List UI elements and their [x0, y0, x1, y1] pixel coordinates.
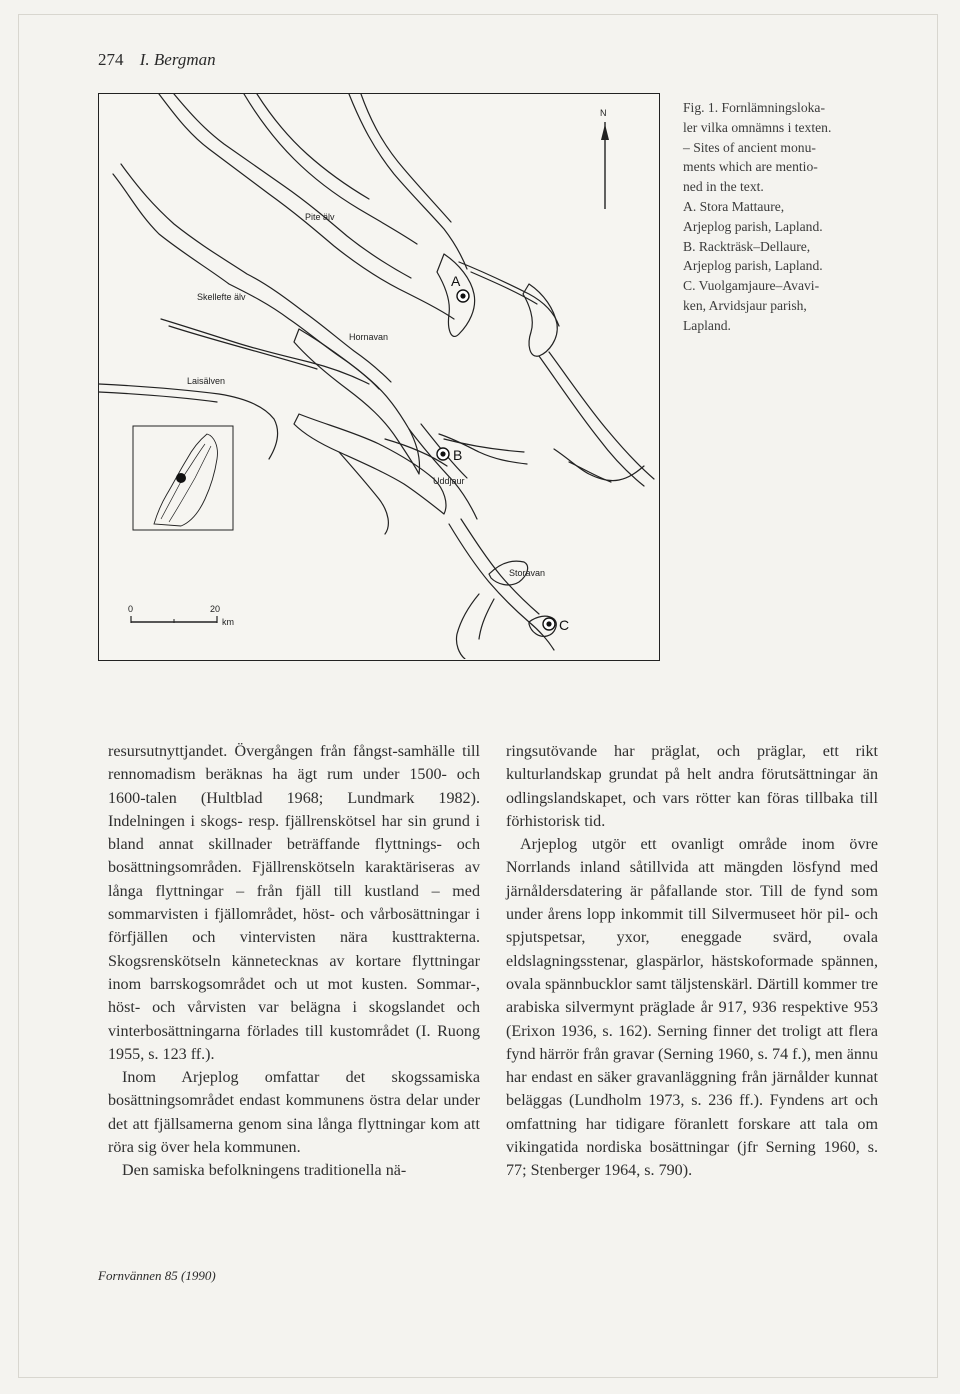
running-author: I. Bergman	[139, 50, 216, 69]
body-paragraph: resursutnyttjandet. Övergången från fångst-samhälle till rennomadism beräknas ha ägt rum under 1500- och 1600-talen (Hultblad 1968; Lundmark 1982). Indelningen i skogs- resp. fjällrenskötsel har sin grund i bland annat skillnader beträffande flyttnings- och bosättningsområden. Fjällrenskötseln karaktäriseras av långa flyttningar – från fjäll till kustland – med sommarvisten i fjällområdet, höst- och vårbosättningar i förfjällen och vintervisten nära kusttrakterna. Skogsrenskötseln kännetecknas av kortare flyttningar inom barrskogsområdet och ut mot kusten. Sommar-, höst- och vårvisten var belägna i skogslandet och vinterbosättningarna förlades till kustområdet (I. Ruong 1955, s. 123 ff.).	[108, 743, 480, 1063]
caption-line: Arjeplog parish, Lapland.	[683, 218, 823, 234]
page-header	[98, 50, 216, 70]
caption-line: ken, Arvidsjaur parish,	[683, 297, 807, 313]
caption-line: A. Stora Mattaure,	[683, 198, 785, 214]
body-column-left	[108, 740, 480, 1183]
site-label-b: B	[453, 447, 463, 463]
caption-line: Lapland.	[683, 317, 731, 333]
caption-line: B. Rackträsk–Dellaure,	[683, 238, 811, 254]
label-pite-alv: Pite älv	[305, 212, 335, 222]
site-label-c: C	[559, 617, 570, 633]
journal-footer: Fornvännen 85 (1990)	[98, 1268, 216, 1283]
inset-location-dot	[176, 473, 186, 483]
lake-uddjaur	[294, 414, 446, 514]
page-number: 274	[98, 50, 124, 69]
inset-map-outline	[154, 434, 217, 526]
caption-line: ments which are mentio-	[683, 159, 818, 175]
river-pite	[159, 94, 454, 319]
label-hornavan: Hornavan	[349, 332, 389, 342]
map-svg	[99, 94, 658, 659]
scale-bar	[128, 604, 234, 627]
river-skellefte	[113, 174, 379, 389]
north-label: N	[600, 108, 607, 118]
caption-line: ned in the text.	[683, 179, 764, 195]
figure-caption	[683, 98, 883, 336]
site-label-a: A	[451, 273, 461, 289]
body-paragraph: Den samiska befolkningens traditionella nä-	[122, 1162, 407, 1180]
north-arrow-icon	[601, 124, 609, 140]
lake-hornavan	[294, 329, 420, 474]
body-column-right	[506, 740, 878, 1183]
caption-line: ler vilka omnämns i texten.	[683, 119, 832, 135]
label-laisalven: Laisälven	[187, 376, 226, 386]
caption-line: Arjeplog parish, Lapland.	[683, 258, 823, 274]
body-paragraph: ringsutövande har präglat, och präglar, ett rikt kulturlandskap grundat på helt andra förutsättningar än odlingslandskapet, och vars rötter kan föras tillbaka till förhistorisk tid.	[506, 743, 878, 830]
scale-unit: km	[222, 617, 234, 627]
scale-twenty: 20	[210, 604, 221, 614]
lake-storavan	[449, 524, 554, 650]
map-figure	[98, 93, 660, 661]
caption-line: C. Vuolgamjaure–Avavi-	[683, 278, 820, 294]
body-paragraph: Inom Arjeplog omfattar det skogssamiska bosättningsområdet endast kommunens östra delar under det att fjällsamerna genom sina långa flyttningar kom att röra sig över hela kommunen.	[108, 1069, 480, 1157]
scale-zero: 0	[128, 604, 134, 614]
label-uddjaur: Uddjaur	[433, 476, 465, 486]
label-skellefte-alv: Skellefte älv	[197, 292, 246, 302]
body-paragraph: Arjeplog utgör ett ovanligt område inom övre Norrlands inland såtillvida att mängden lösfynd med järnåldersdatering är påfallande stor. Till de fynd som under årens lopp inkommit till Silvermuseet hör pil- och spjutspetsar, yxor, eneggade svärd, ovala eldslagningsstenar, glaspärlor, hästskoformade spännen, ovala spännbucklor samt täljstenskärl. Därtill kommer tre arabiska silvermynt präglade år 917, 936 respektive 953 (Erixon 1936, s. 162). Serning finner det troligt att flera fynd härrör från gravar (Serning 1960, s. 74 f.), men ännu har endast en säker gravanläggning från järnålder kunnat beläggas (Lundholm 1973, s. 236 ff.). Fyndens art och omfattning har tidigare föranlett forskare att tala om vikingatida nordiska bosättningar (jfr Serning 1960, s. 77; Stenberger 1964, s. 790).	[506, 836, 878, 1180]
label-storavan: Storavan	[509, 568, 546, 578]
caption-line: Fig. 1. Fornlämningsloka-	[683, 100, 825, 115]
river-laisalven	[99, 384, 278, 459]
caption-line: – Sites of ancient monu-	[683, 139, 816, 155]
